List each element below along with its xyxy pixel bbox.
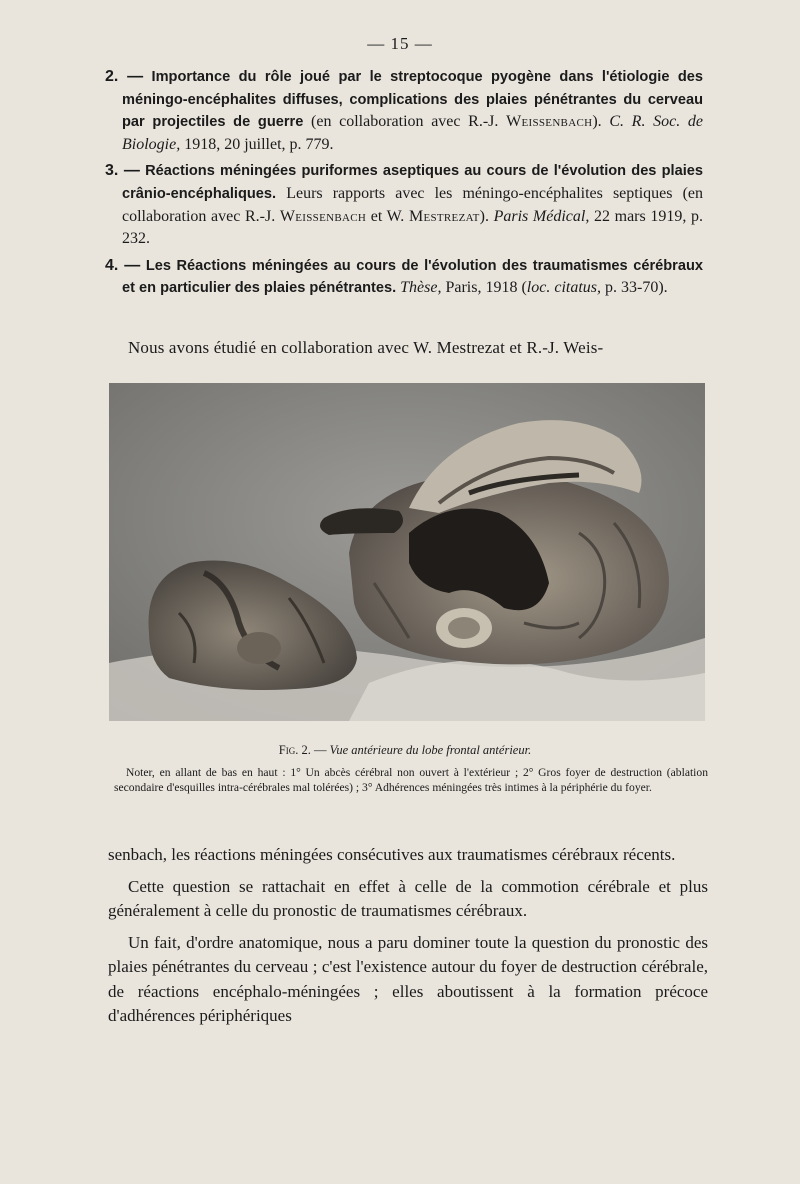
entry-journal: Thèse, [400,279,442,297]
entry-collab-prefix: (en collaboration avec R.-J. [311,113,499,131]
intro-paragraph: Nous avons étudié en collaboration avec W. Mestrezat et R.-J. Weis- [128,338,604,357]
entry-details: 22 mars 1919, p. 232. [122,207,704,248]
figure-note: Noter, en allant de bas en haut : 1° Un abcès cérébral non ouvert à l'extérieur ; 2° Gros foyer de destruction (ablation secondaire d'esquilles intra-cérébrales mal tolérées) ; 3° Adhérences méningées très intimes à la périphérie du foyer. [114,766,708,794]
entry-details: p. 33-70). [605,279,668,297]
entry-author: Weissenbach [279,207,367,225]
body-text [108,843,708,1036]
figure-caption-text: Vue antérieure du lobe frontal antérieur. [329,743,532,757]
entry-journal: Paris Médical, [493,207,590,225]
body-paragraph: Cette question se rattachait en effet à celle de la commotion cérébrale et plus généralement à celle du pronostic de traumatismes cérébraux. [108,876,708,920]
entry-loc: loc. citatus, [526,279,602,297]
figure-caption [105,743,705,758]
entry-details: Paris, 1918 ( [445,279,527,297]
bibliography-entry-4 [105,255,703,300]
entry-title: Les Réactions méningées au cours de l'évolution des traumatismes cérébraux et en particulier des plaies pénétrantes. [122,257,703,297]
page-number: — 15 — [367,34,433,53]
entry-details: 1918, 20 juillet, p. 779. [184,135,334,153]
entry-collab-suffix: ). [592,113,602,131]
figure-label: Fig. 2. — [278,743,327,757]
entry-title: Réactions méningées puriformes aseptiques au cours de l'évolution des plaies crânio-encéphaliques. [122,163,703,202]
brain-photograph [109,383,705,721]
entry-number: 4. — [105,256,141,274]
entry-collab-and: et W. [370,207,405,225]
entry-title: Importance du rôle joué par le streptocoque pyogène dans l'étiologie des méningo-encéphalites diffuses, complications des plaies pénétrantes du cerveau par projectiles de guerre [122,69,703,131]
entry-author: Weissenbach [506,113,593,131]
bibliography-entry-2 [105,66,703,156]
body-paragraph: Un fait, d'ordre anatomique, nous a paru dominer toute la question du pronostic des plaies pénétrantes du cerveau ; c'est l'existence autour du foyer de destruction cérébrale, de réactions encéphalo-méningées ; elles aboutissent à la formation précoce d'adhérences périphériques [108,932,708,1025]
brain-specimen-image [109,383,705,721]
bibliography-entry-3 [105,160,703,250]
entry-journal: C. R. Soc. de Biologie, [122,113,703,153]
entry-author: Mestrezat [408,207,480,225]
entry-number: 2. — [105,68,144,85]
entry-collab-suffix: ). [479,207,489,225]
entry-collab-prefix: (en collaboration avec R.-J. [122,184,704,225]
entry-subtitle: Leurs rapports avec les méningo-encéphalites septiques [286,184,673,202]
bibliography-list [105,66,703,304]
entry-number: 3. — [105,162,140,180]
body-paragraph: senbach, les réactions méningées consécutives aux traumatismes cérébraux récents. [108,845,676,864]
